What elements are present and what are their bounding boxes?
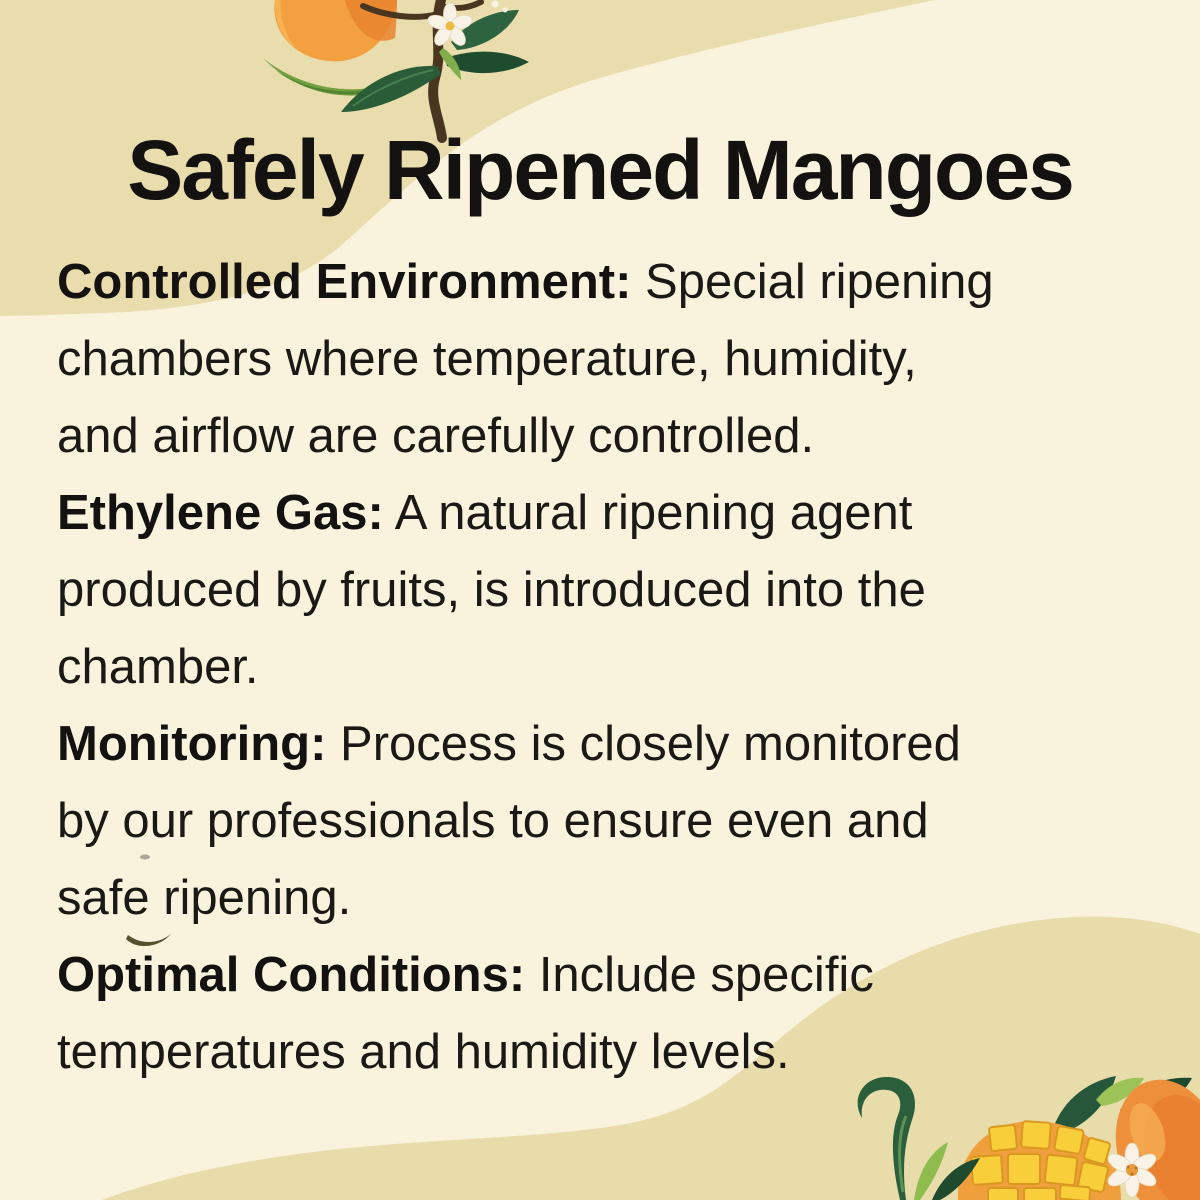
section-line: Include specific: [538, 948, 874, 1002]
section-label: Monitoring:: [57, 717, 327, 771]
section-label: Ethylene Gas:: [57, 486, 384, 540]
section-line: Process is closely monitored: [340, 717, 961, 771]
page-title: Safely Ripened Mangoes: [127, 123, 1073, 217]
section-line: by our professionals to ensure even and: [57, 794, 929, 848]
section-monitoring: [57, 706, 1167, 937]
body-copy: [57, 244, 1167, 1091]
section-line: Special ripening: [645, 255, 994, 309]
section-optimal-conditions: [57, 937, 1167, 1091]
section-line: safe ripening.: [57, 871, 352, 925]
flower-bud-icon: [503, 8, 508, 13]
section-controlled-environment: [57, 244, 1167, 475]
section-ethylene-gas: [57, 475, 1167, 706]
section-label: Optimal Conditions:: [57, 948, 526, 1002]
section-label: Controlled Environment:: [57, 255, 632, 309]
section-line: A natural ripening agent: [394, 486, 913, 540]
hooked-leaf-icon: [858, 1077, 980, 1200]
flower-bud-icon: [492, 1, 499, 8]
cut-mango-icon: [958, 1121, 1121, 1200]
section-line: chambers where temperature, humidity,: [57, 332, 917, 386]
section-line: produced by fruits, is introduced into the: [57, 563, 926, 617]
section-line: temperatures and humidity levels.: [57, 1025, 790, 1079]
section-line: chamber.: [57, 640, 259, 694]
section-line: and airflow are carefully controlled.: [57, 409, 815, 463]
